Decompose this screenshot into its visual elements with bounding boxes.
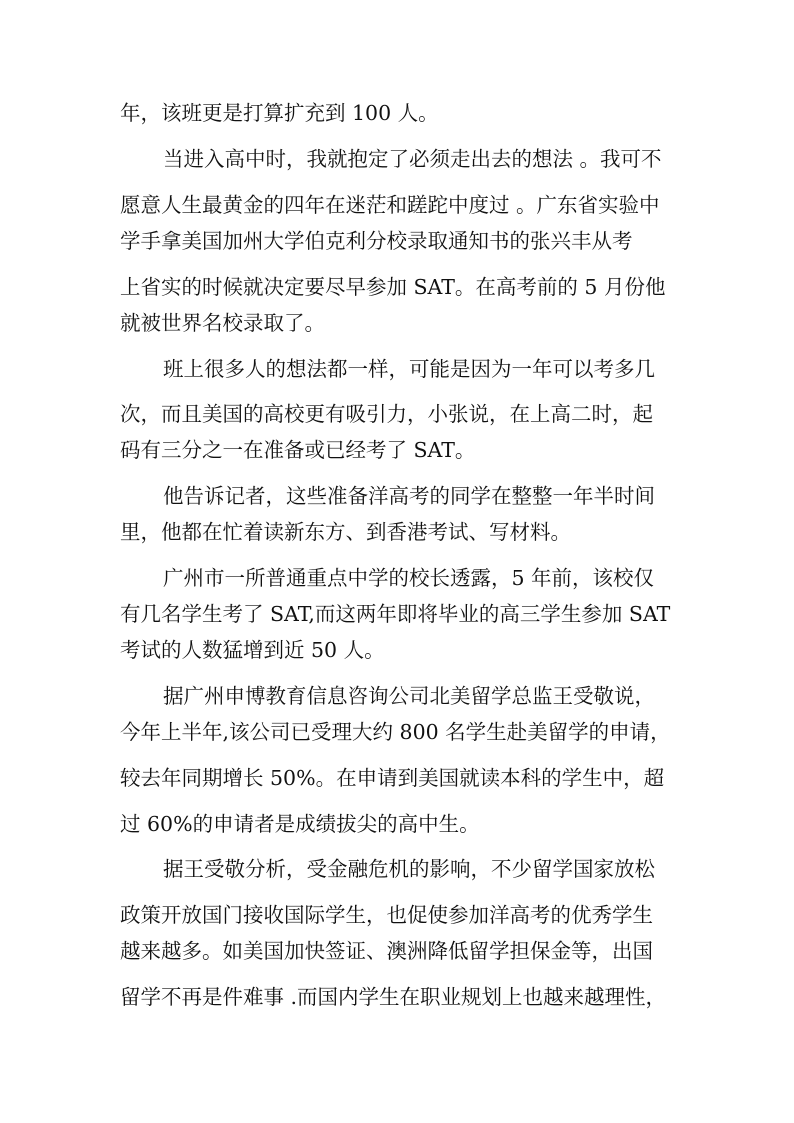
body-text-line: 政策开放国门接收国际学生，也促使参加洋高考的优秀学生: [120, 903, 653, 927]
body-text-line: 有几名学生考了 SAT,而这两年即将毕业的高三学生参加 SAT: [120, 602, 671, 626]
body-text-line: 越来越多。如美国加快签证、澳洲降低留学担保金等，出国: [120, 939, 653, 963]
body-text-line: 广州市一所普通重点中学的校长透露，5 年前，该校仅: [163, 566, 655, 590]
body-text-line: 码有三分之一在准备或已经考了 SAT。: [120, 438, 476, 462]
body-text-line: 里，他都在忙着读新东方、到香港考试、写材料。: [120, 520, 571, 544]
body-text-line: 今年上半年,该公司已受理大约 800 名学生赴美留学的申请，: [120, 720, 671, 744]
body-text-line: 就被世界名校录取了。: [120, 311, 325, 335]
body-text-line: 年，该班更是打算扩充到 100 人。: [120, 101, 439, 125]
body-text-line: 据王受敬分析，受金融危机的影响，不少留学国家放松: [163, 857, 655, 881]
body-text-line: 考试的人数猛增到近 50 人。: [120, 638, 385, 662]
body-text-line: 他告诉记者，这些准备洋高考的同学在整整一年半时间: [163, 484, 655, 508]
body-text-line: 留学不再是件难事 .而国内学生在职业规划上也越来越理性，: [120, 985, 667, 1009]
body-text-line: 据广州申博教育信息咨询公司北美留学总监王受敬说，: [163, 684, 655, 708]
body-text-line: 班上很多人的想法都一样，可能是因为一年可以考多几: [163, 357, 655, 381]
body-text-line: 愿意人生最黄金的四年在迷茫和蹉跎中度过 。广东省实验中: [120, 193, 660, 217]
body-text-line: 过 60%的申请者是成绩拔尖的高中生。: [120, 812, 480, 836]
body-text-line: 当进入高中时，我就抱定了必须走出去的想法 。我可不: [163, 147, 662, 171]
body-text-line: 次，而且美国的高校更有吸引力，小张说，在上高二时，起: [120, 402, 653, 426]
body-text-line: 较去年同期增长 50%。在申请到美国就读本科的学生中，超: [120, 766, 665, 790]
body-text-line: 上省实的时候就决定要尽早参加 SAT。在高考前的 5 月份他: [120, 275, 666, 299]
body-text-line: 学手拿美国加州大学伯克利分校录取通知书的张兴丰从考: [120, 229, 633, 253]
